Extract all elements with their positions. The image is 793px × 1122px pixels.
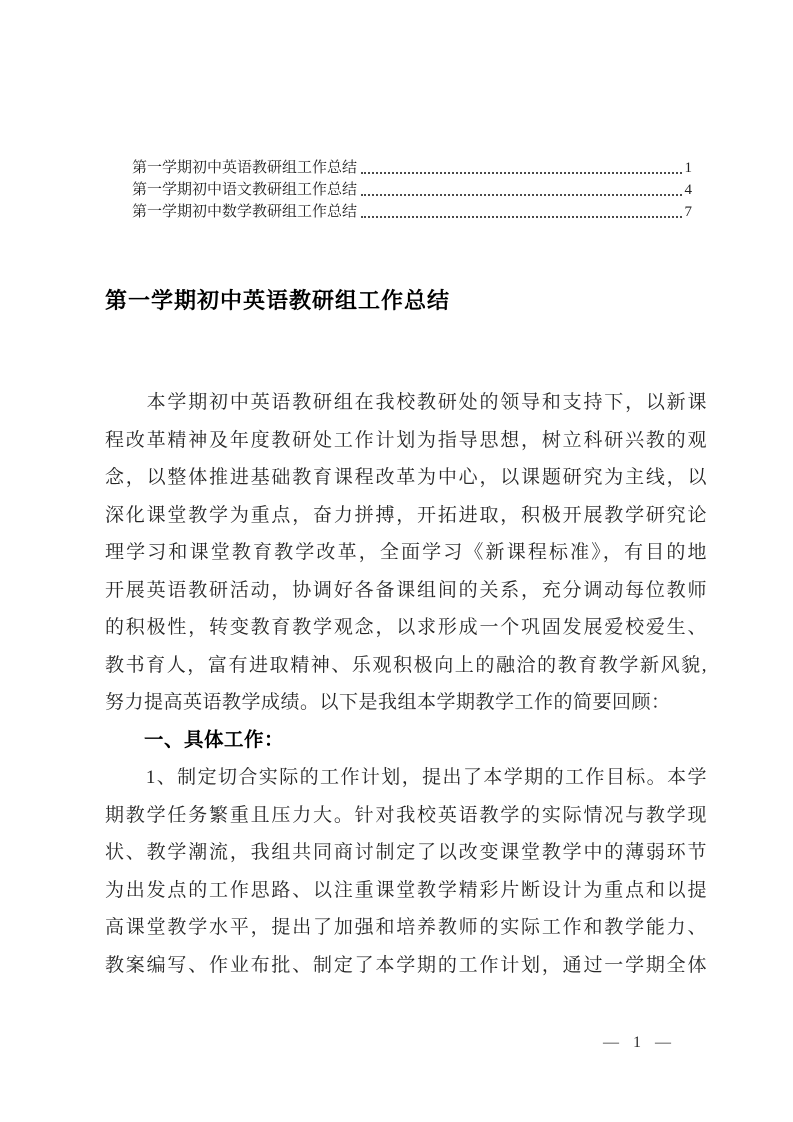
work-plan-paragraph (105, 759, 707, 984)
body-text-line: 期教学任务繁重且压力大。针对我校英语教学的实际情况与教学现 (105, 804, 707, 826)
toc-entry-title: 第一学期初中英语教研组工作总结 (132, 160, 358, 176)
body-text-line: 的积极性，转变教育教学观念，以求形成一个巩固发展爱校爱生、 (105, 617, 707, 638)
intro-paragraph (105, 384, 707, 722)
body-text-line: 1、制定切合实际的工作计划，提出了本学期的工作目标。本学 (105, 767, 707, 788)
toc-entry-page: 7 (684, 204, 692, 220)
body-text-line: 程改革精神及年度教研处工作计划为指导思想，树立科研兴教的观 (105, 429, 707, 451)
body-text-line: 教书育人，富有进取精神、乐观积极向上的融洽的教育教学新风貌, (105, 654, 707, 676)
section-heading: 一、具体工作： (144, 728, 285, 751)
toc-entry-title: 第一学期初中语文教研组工作总结 (132, 182, 358, 198)
toc-leader-dots (361, 216, 681, 218)
toc-entry[interactable] (132, 179, 692, 201)
body-text-line: 念，以整体推进基础教育课程改革为中心，以课题研究为主线，以 (105, 467, 707, 488)
body-text-line: 理学习和课堂教育教学改革，全面学习《新课程标准》，有目的地 (105, 542, 707, 563)
toc-entry[interactable] (132, 201, 692, 223)
body-text-line: 努力提高英语教学成绩。以下是我组本学期教学工作的简要回顾： (105, 692, 671, 713)
page-number-footer: — 1 — (603, 1034, 671, 1051)
body-text-line: 本学期初中英语教研组在我校教研处的领导和支持下，以新课 (105, 392, 707, 413)
toc-entry-title: 第一学期初中数学教研组工作总结 (132, 204, 358, 220)
toc-entry[interactable] (132, 157, 692, 179)
toc-entry-page: 4 (684, 182, 692, 198)
toc-leader-dots (361, 194, 681, 196)
toc-leader-dots (361, 172, 681, 174)
toc-entry-page: 1 (684, 160, 692, 176)
body-text-line: 教案编写、作业布批、制定了本学期的工作计划，通过一学期全体 (105, 954, 707, 976)
table-of-contents (132, 157, 692, 223)
document-body (105, 384, 707, 984)
document-title: 第一学期初中英语教研组工作总结 (105, 288, 451, 313)
body-text-line: 状、教学潮流，我组共同商讨制定了以改变课堂教学中的薄弱环节 (105, 842, 707, 863)
body-text-line: 为出发点的工作思路、以注重课堂教学精彩片断设计为重点和以提 (105, 879, 707, 901)
body-text-line: 深化课堂教学为重点，奋力拼搏，开拓进取，积极开展教学研究论 (105, 504, 707, 526)
body-text-line: 开展英语教研活动，协调好各备课组间的关系，充分调动每位教师 (105, 579, 707, 601)
body-text-line: 高课堂教学水平，提出了加强和培养教师的实际工作和教学能力、 (105, 917, 707, 938)
